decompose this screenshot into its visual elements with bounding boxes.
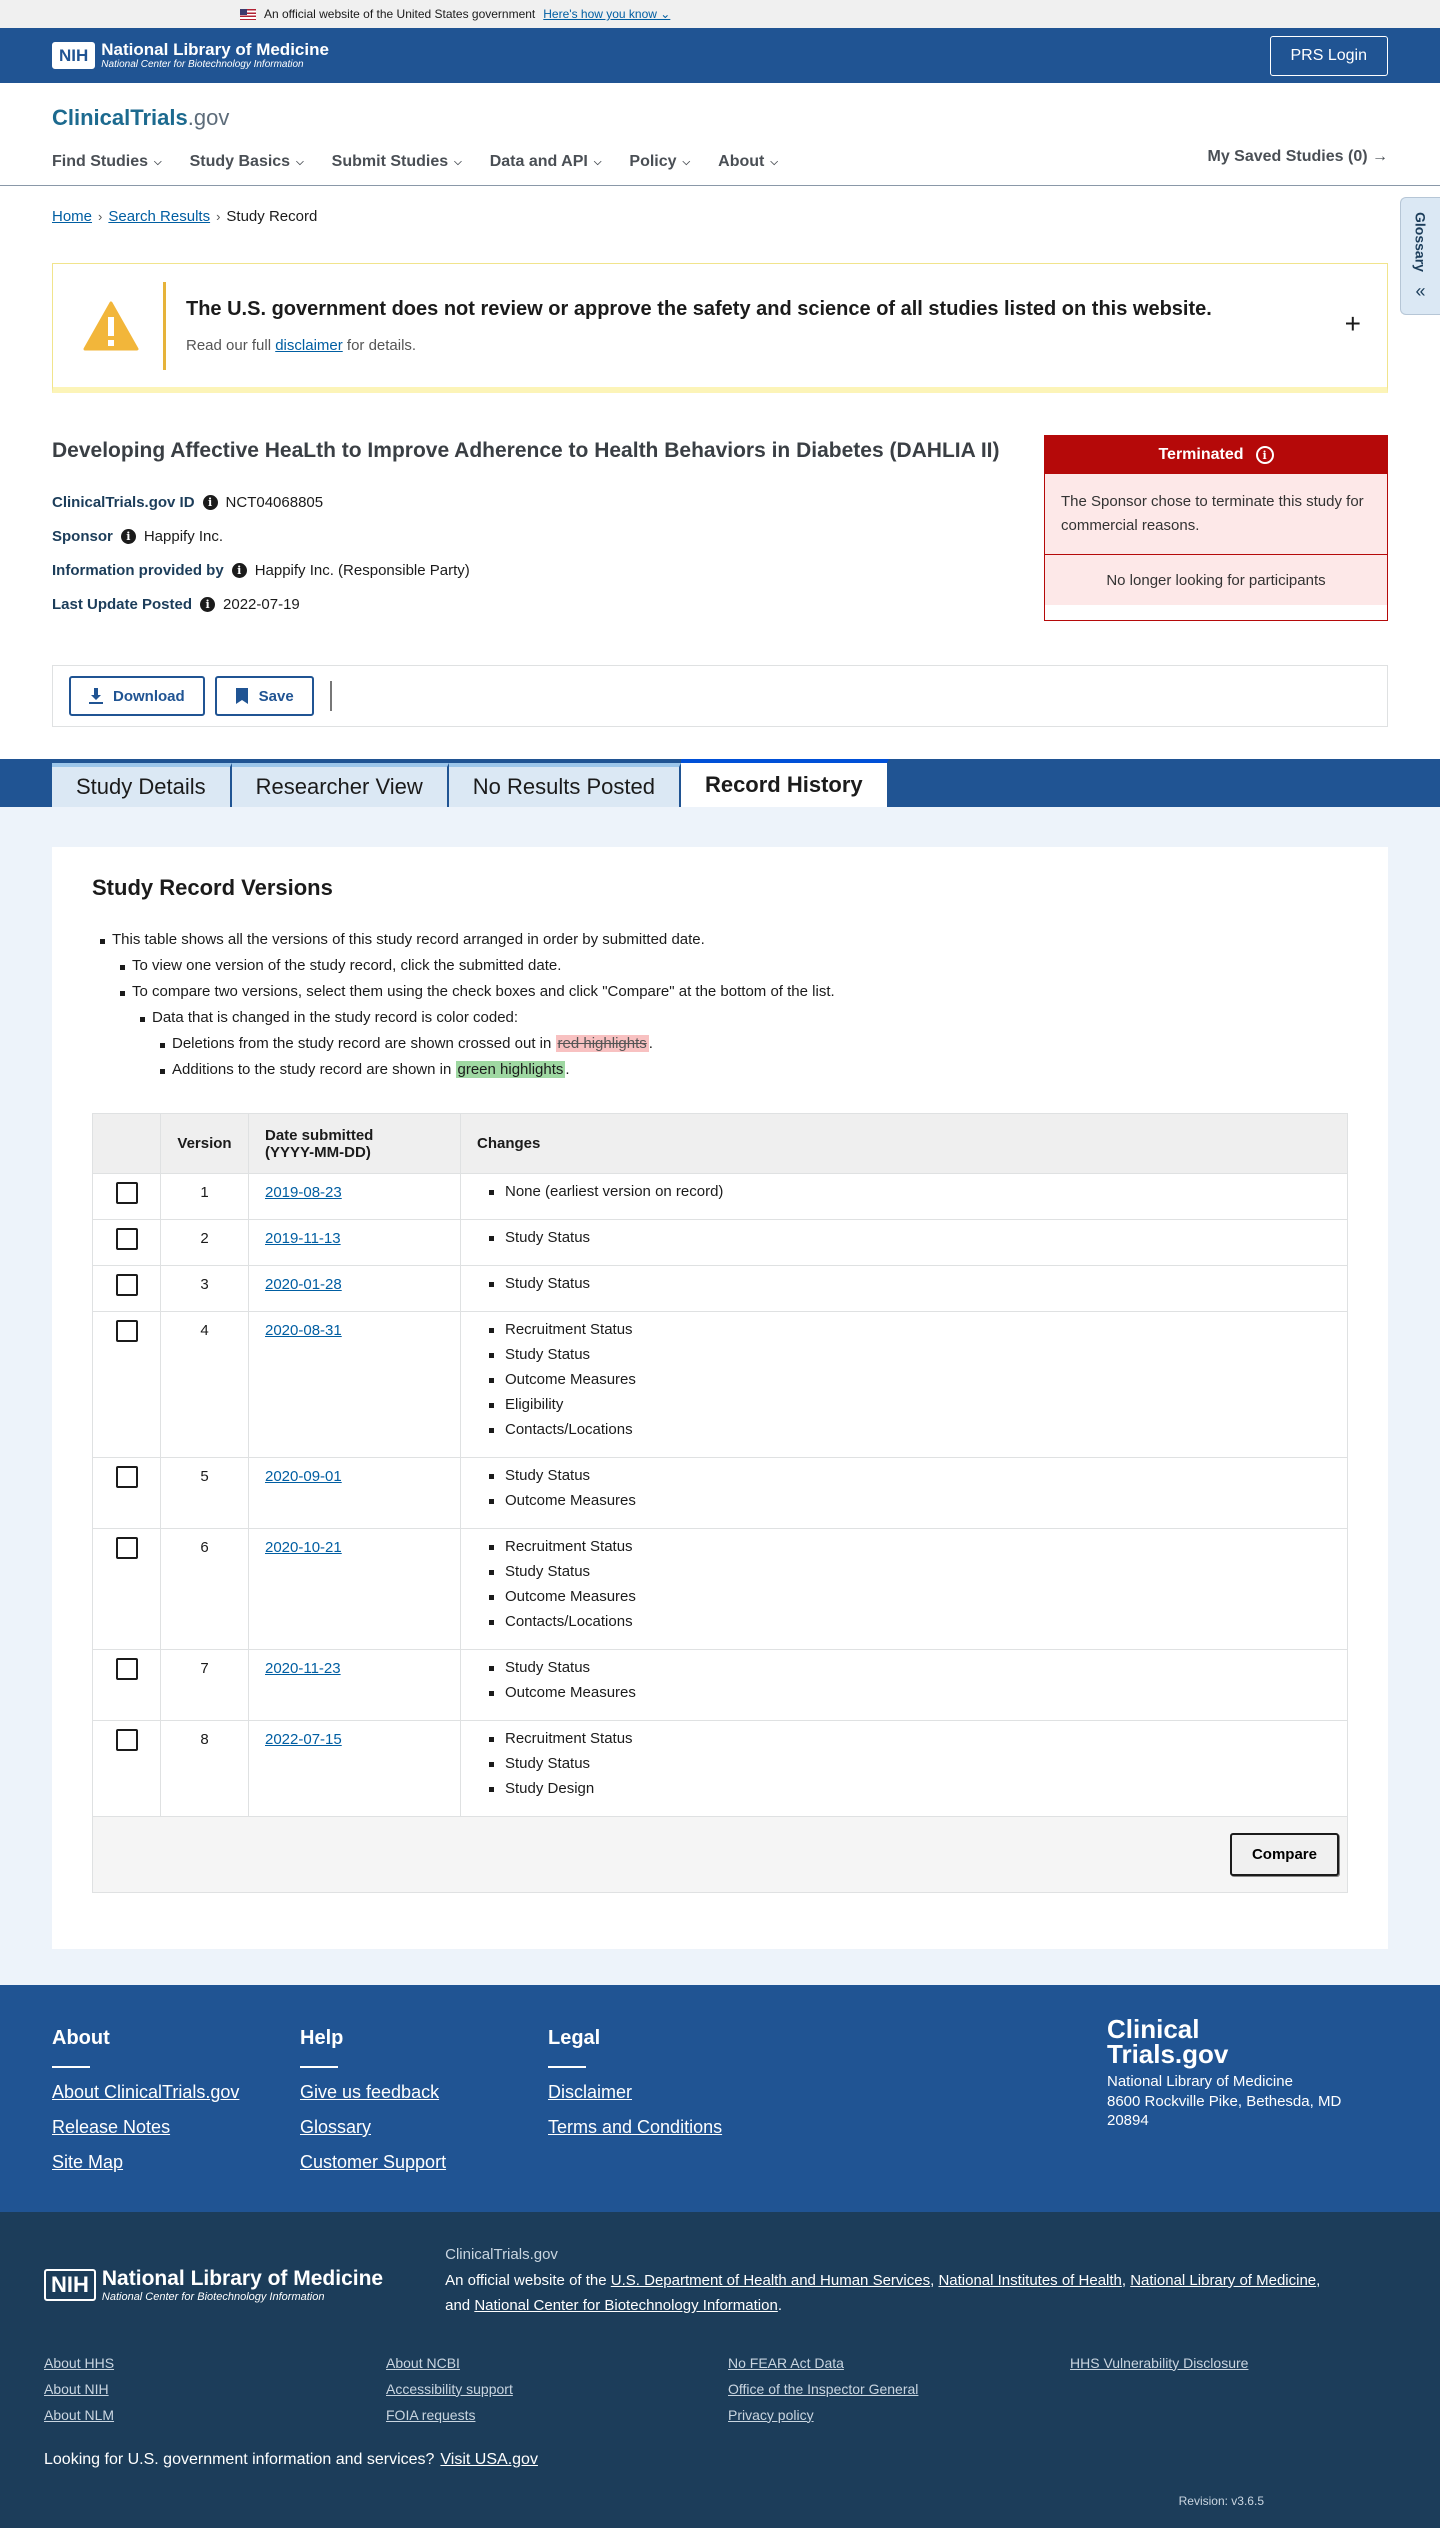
select-cell	[93, 1458, 161, 1529]
version-date-cell	[249, 1721, 461, 1817]
list-item: Data that is changed in the study record is color coded:	[152, 1009, 1348, 1035]
chevron-down-icon: ⌵	[593, 156, 602, 168]
bookmark-icon	[235, 688, 249, 704]
disclaimer-link[interactable]: disclaimer	[275, 336, 343, 354]
change-item: Outcome Measures	[477, 1493, 1331, 1518]
footer-gov-links	[44, 2355, 1396, 2423]
usa-gov-prompt: Looking for U.S. government information and services? Visit USA.gov	[44, 2450, 538, 2468]
version-date-link[interactable]: 2019-08-23	[265, 1184, 342, 1201]
select-cell	[93, 1721, 161, 1817]
nih-link[interactable]: National Institutes of Health	[938, 2271, 1122, 2289]
changes-cell	[461, 1650, 1348, 1721]
download-button[interactable]: Download	[69, 676, 205, 716]
version-checkbox[interactable]	[116, 1274, 138, 1296]
version-date-cell	[249, 1312, 461, 1458]
status-reason: The Sponsor chose to terminate this study for commercial reasons.	[1045, 474, 1387, 555]
change-item: Outcome Measures	[477, 1372, 1331, 1397]
arrow-right-icon: →	[1372, 148, 1388, 165]
footer-help-heading: Help	[300, 2027, 344, 2049]
changes-list	[477, 1230, 1331, 1255]
gov-banner	[0, 0, 1440, 28]
table-row	[93, 1529, 1348, 1650]
meta-nct-id: ClinicalTrials.gov ID i NCT04068805	[52, 493, 324, 511]
study-meta	[52, 485, 1000, 621]
footer-link[interactable]: Customer Support	[300, 2152, 447, 2172]
list-item: This table shows all the versions of this study record arranged in order by submitted date.	[112, 931, 1348, 957]
footer-bottom	[0, 2212, 1440, 2528]
select-column-header	[93, 1114, 161, 1174]
nav-about[interactable]: About ⌵	[718, 153, 778, 170]
disclaimer-divider	[163, 282, 166, 370]
change-item: Recruitment Status	[477, 1322, 1331, 1347]
info-icon[interactable]: i	[1256, 446, 1274, 464]
versions-instructions	[92, 931, 1348, 1087]
footer-gov-link[interactable]: Accessibility support	[386, 2380, 513, 2397]
gov-banner-text: An official website of the United States government	[264, 7, 536, 21]
nlm-name: National Library of Medicine	[101, 39, 329, 59]
meta-sponsor: Sponsor i Happify Inc.	[52, 527, 224, 545]
version-checkbox[interactable]	[116, 1320, 138, 1342]
nav-data-api[interactable]: Data and API ⌵	[489, 153, 602, 170]
us-flag-icon	[240, 9, 256, 20]
tab-record-history[interactable]: Record History	[681, 759, 889, 807]
list-item: Deletions from the study record are shown crossed out in red highlights .	[172, 1035, 1348, 1061]
version-number: 8	[161, 1721, 249, 1817]
version-date-cell	[249, 1529, 461, 1650]
change-item: Contacts/Locations	[477, 1614, 1331, 1639]
change-item: Contacts/Locations	[477, 1422, 1331, 1447]
tab-study-details[interactable]: Study Details	[52, 763, 232, 807]
version-date-link[interactable]: 2020-01-28	[265, 1276, 342, 1293]
table-row	[93, 1220, 1348, 1266]
change-item: Study Status	[477, 1276, 1331, 1301]
hhs-link[interactable]: U.S. Department of Health and Human Services	[610, 2271, 931, 2289]
version-checkbox[interactable]	[116, 1182, 138, 1204]
disclaimer-title: The U.S. government does not review or approve the safety and science of all studies listed on this website.	[186, 297, 1212, 320]
meta-provided-by: Information provided by i Happify Inc. (Responsible Party)	[52, 561, 470, 579]
action-bar	[52, 665, 1388, 727]
footer-gov-link[interactable]: FOIA requests	[386, 2406, 476, 2423]
table-row	[93, 1312, 1348, 1458]
change-item: Study Status	[477, 1468, 1331, 1493]
changes-cell	[461, 1312, 1348, 1458]
changes-cell	[461, 1529, 1348, 1650]
changes-cell	[461, 1220, 1348, 1266]
nih-header	[0, 28, 1440, 83]
disclaimer-text: Read our full disclaimer for details.	[186, 336, 417, 354]
version-number: 4	[161, 1312, 249, 1458]
action-divider	[330, 681, 332, 711]
disclaimer-banner	[52, 263, 1388, 393]
changes-cell	[461, 1458, 1348, 1529]
version-date-link[interactable]: 2020-09-01	[265, 1468, 342, 1485]
footer-gov-link[interactable]: Office of the Inspector General	[728, 2380, 919, 2397]
footer-brand	[1107, 2014, 1342, 2131]
nlm-link[interactable]: National Library of Medicine	[1130, 2271, 1317, 2289]
tab-researcher-view[interactable]: Researcher View	[232, 763, 449, 807]
changes-list	[477, 1322, 1331, 1447]
change-item: Recruitment Status	[477, 1731, 1331, 1756]
warning-icon	[83, 300, 139, 352]
divider	[548, 2066, 586, 2068]
version-checkbox[interactable]	[116, 1729, 138, 1751]
list-item: To view one version of the study record, click the submitted date.	[132, 957, 1348, 983]
changes-list	[477, 1660, 1331, 1710]
version-checkbox[interactable]	[116, 1537, 138, 1559]
footer-about-heading: About	[52, 2027, 110, 2049]
nih-badge: NIH	[44, 2269, 96, 2301]
study-header	[52, 435, 1388, 621]
info-icon[interactable]: i	[121, 529, 136, 544]
version-date-cell	[249, 1266, 461, 1312]
table-row	[93, 1266, 1348, 1312]
footer-link[interactable]: Glossary	[300, 2117, 372, 2137]
ncbi-link[interactable]: National Center for Biotechnology Information	[474, 2297, 778, 2314]
table-header-row	[93, 1114, 1348, 1174]
changes-cell	[461, 1266, 1348, 1312]
footer-link[interactable]: About ClinicalTrials.gov	[52, 2082, 240, 2102]
nav-study-basics[interactable]: Study Basics ⌵	[189, 153, 304, 170]
chevron-down-icon: ⌵	[454, 156, 462, 168]
revision-text: Revision: v3.6.5	[1178, 2494, 1264, 2508]
prs-login-button[interactable]: PRS Login	[1270, 36, 1389, 76]
footer-gov-link[interactable]: About NIH	[44, 2380, 109, 2397]
footer-gov-link[interactable]: About HHS	[44, 2354, 115, 2371]
site-header	[0, 83, 1440, 186]
change-item: Study Status	[477, 1230, 1331, 1255]
change-item: Outcome Measures	[477, 1589, 1331, 1614]
addition-highlight-sample: green highlights	[457, 1061, 564, 1078]
tab-bar	[0, 759, 1440, 807]
changes-list	[477, 1539, 1331, 1639]
select-cell	[93, 1220, 161, 1266]
select-cell	[93, 1174, 161, 1220]
version-number: 6	[161, 1529, 249, 1650]
table-row	[93, 1458, 1348, 1529]
select-cell	[93, 1266, 161, 1312]
footer-gov-link[interactable]: HHS Vulnerability Disclosure	[1070, 2354, 1249, 2371]
footer-gov-link[interactable]: Privacy policy	[728, 2406, 814, 2423]
recruitment-status: No longer looking for participants	[1045, 555, 1387, 605]
versions-table	[92, 1113, 1348, 1893]
double-chevron-left-icon: «	[1415, 280, 1426, 301]
nav-find-studies[interactable]: Find Studies ⌵	[52, 153, 162, 170]
how-you-know-link[interactable]: Here's how you know ⌄	[543, 7, 671, 21]
changes-cell	[461, 1174, 1348, 1220]
select-cell	[93, 1650, 161, 1721]
chevron-down-icon: ⌵	[682, 156, 691, 168]
footer-legal-heading: Legal	[548, 2027, 601, 2049]
info-icon[interactable]: i	[203, 495, 218, 510]
chevron-right-icon: ›	[216, 209, 221, 224]
breadcrumb	[0, 186, 1440, 225]
ctgov-logo[interactable]: ClinicalTrials.gov	[52, 105, 230, 130]
change-item: Outcome Measures	[477, 1685, 1331, 1710]
download-icon	[89, 688, 103, 704]
change-item: Study Status	[477, 1660, 1331, 1685]
meta-last-update: Last Update Posted i 2022-07-19	[52, 595, 300, 613]
glossary-tab[interactable]	[1400, 197, 1440, 315]
nlm-logo[interactable]	[52, 41, 329, 71]
footer-nlm-logo[interactable]: NIH National Library of Medicine National Center for Biotechnology Information	[44, 2252, 383, 2319]
list-item: To compare two versions, select them using the check boxes and click "Compare" at the bottom of the list.	[132, 983, 1348, 1009]
version-date-link[interactable]: 2022-07-15	[265, 1731, 342, 1748]
chevron-down-icon: ⌵	[770, 156, 778, 168]
main-nav	[52, 153, 1388, 171]
version-checkbox[interactable]	[116, 1658, 138, 1680]
footer-link[interactable]: Release Notes	[52, 2117, 171, 2137]
ncbi-name: National Center for Biotechnology Information	[101, 59, 304, 71]
info-icon[interactable]: i	[232, 563, 247, 578]
change-item: Study Design	[477, 1781, 1331, 1806]
version-date-cell	[249, 1220, 461, 1266]
footer-gov-link[interactable]: About NLM	[44, 2406, 115, 2423]
save-button[interactable]: Save	[215, 676, 314, 716]
footer-top	[0, 1985, 1440, 2212]
breadcrumb-home[interactable]: Home	[52, 208, 93, 225]
version-number: 2	[161, 1220, 249, 1266]
changes-cell	[461, 1721, 1348, 1817]
footer-address: National Library of Medicine 8600 Rockville Pike, Bethesda, MD 20894	[1107, 2073, 1342, 2130]
version-date-link[interactable]: 2020-08-31	[265, 1322, 342, 1339]
changes-list	[477, 1468, 1331, 1518]
table-row	[93, 1174, 1348, 1220]
version-column-header: Version	[161, 1114, 249, 1174]
version-number: 3	[161, 1266, 249, 1312]
deletion-highlight-sample: red highlights	[557, 1035, 647, 1052]
version-number: 7	[161, 1650, 249, 1721]
version-checkbox[interactable]	[116, 1466, 138, 1488]
select-cell	[93, 1529, 161, 1650]
footer-gov-link[interactable]: About NCBI	[386, 2354, 460, 2371]
breadcrumb-search-results[interactable]: Search Results	[108, 208, 211, 225]
footer-link[interactable]: Site Map	[52, 2152, 124, 2172]
breadcrumb-current: Study Record	[226, 208, 318, 225]
nav-submit-studies[interactable]: Submit Studies ⌵	[331, 153, 462, 170]
change-item: None (earliest version on record)	[477, 1184, 1331, 1209]
changes-list	[477, 1276, 1331, 1301]
footer-ctgov-logo[interactable]: Clinical Trials.gov	[1107, 2014, 1229, 2069]
compare-button[interactable]: Compare	[1230, 1833, 1339, 1876]
version-date-cell	[249, 1174, 461, 1220]
footer-legal-col	[548, 2027, 796, 2212]
glossary-label: Glossary	[1412, 212, 1429, 272]
footer-link[interactable]: Disclaimer	[548, 2082, 633, 2102]
study-title: Developing Affective HeaLth to Improve Adherence to Health Behaviors in Diabetes (DAHLIA II)	[52, 439, 1000, 462]
list-item: Additions to the study record are shown in green highlights .	[172, 1061, 1348, 1087]
chevron-right-icon: ›	[98, 209, 103, 224]
change-item: Study Status	[477, 1347, 1331, 1372]
footer-gov-link[interactable]: No FEAR Act Data	[728, 2354, 844, 2371]
version-number: 1	[161, 1174, 249, 1220]
table-row	[93, 1721, 1348, 1817]
versions-title: Study Record Versions	[92, 875, 333, 900]
record-history-panel	[0, 807, 1440, 1985]
status-badge: Terminated i	[1045, 436, 1387, 474]
version-date-cell	[249, 1650, 461, 1721]
table-footer	[93, 1817, 1348, 1893]
change-item: Study Status	[477, 1564, 1331, 1589]
versions-card	[52, 847, 1388, 1949]
chevron-down-icon: ⌵	[154, 156, 162, 168]
date-column-header: Date submitted (YYYY-MM-DD)	[249, 1114, 461, 1174]
tab-no-results-posted[interactable]: No Results Posted	[449, 763, 681, 807]
nih-badge: NIH	[52, 42, 95, 69]
change-item: Eligibility	[477, 1397, 1331, 1422]
version-date-link[interactable]: 2019-11-13	[265, 1230, 341, 1247]
info-icon[interactable]: i	[200, 597, 215, 612]
divider	[300, 2066, 338, 2068]
version-date-cell	[249, 1458, 461, 1529]
changes-list	[477, 1731, 1331, 1806]
changes-column-header: Changes	[461, 1114, 1348, 1174]
version-checkbox[interactable]	[116, 1228, 138, 1250]
official-site-info: ClinicalTrials.gov An official website of the U.S. Department of Health and Human Services, National Institutes of Health, National Library of Medicine, and National Center for Biotechnology Information.	[445, 2246, 1321, 2314]
version-date-link[interactable]: 2020-10-21	[265, 1539, 342, 1556]
chevron-down-icon: ⌵	[296, 156, 304, 168]
status-card	[1044, 435, 1388, 621]
select-cell	[93, 1312, 161, 1458]
usa-gov-link[interactable]: Visit USA.gov	[440, 2450, 538, 2468]
nav-policy[interactable]: Policy ⌵	[629, 153, 691, 170]
divider	[52, 2066, 90, 2068]
table-row	[93, 1650, 1348, 1721]
footer-about-col	[52, 2027, 300, 2212]
footer-link[interactable]: Give us feedback	[300, 2082, 440, 2102]
version-number: 5	[161, 1458, 249, 1529]
footer-link[interactable]: Terms and Conditions	[548, 2117, 723, 2137]
my-saved-studies-link[interactable]: My Saved Studies (0) →	[1207, 148, 1388, 165]
expand-plus-icon[interactable]: +	[1344, 308, 1361, 339]
changes-list	[477, 1184, 1331, 1209]
version-date-link[interactable]: 2020-11-23	[265, 1660, 341, 1677]
footer-help-col	[300, 2027, 548, 2212]
change-item: Study Status	[477, 1756, 1331, 1781]
change-item: Recruitment Status	[477, 1539, 1331, 1564]
